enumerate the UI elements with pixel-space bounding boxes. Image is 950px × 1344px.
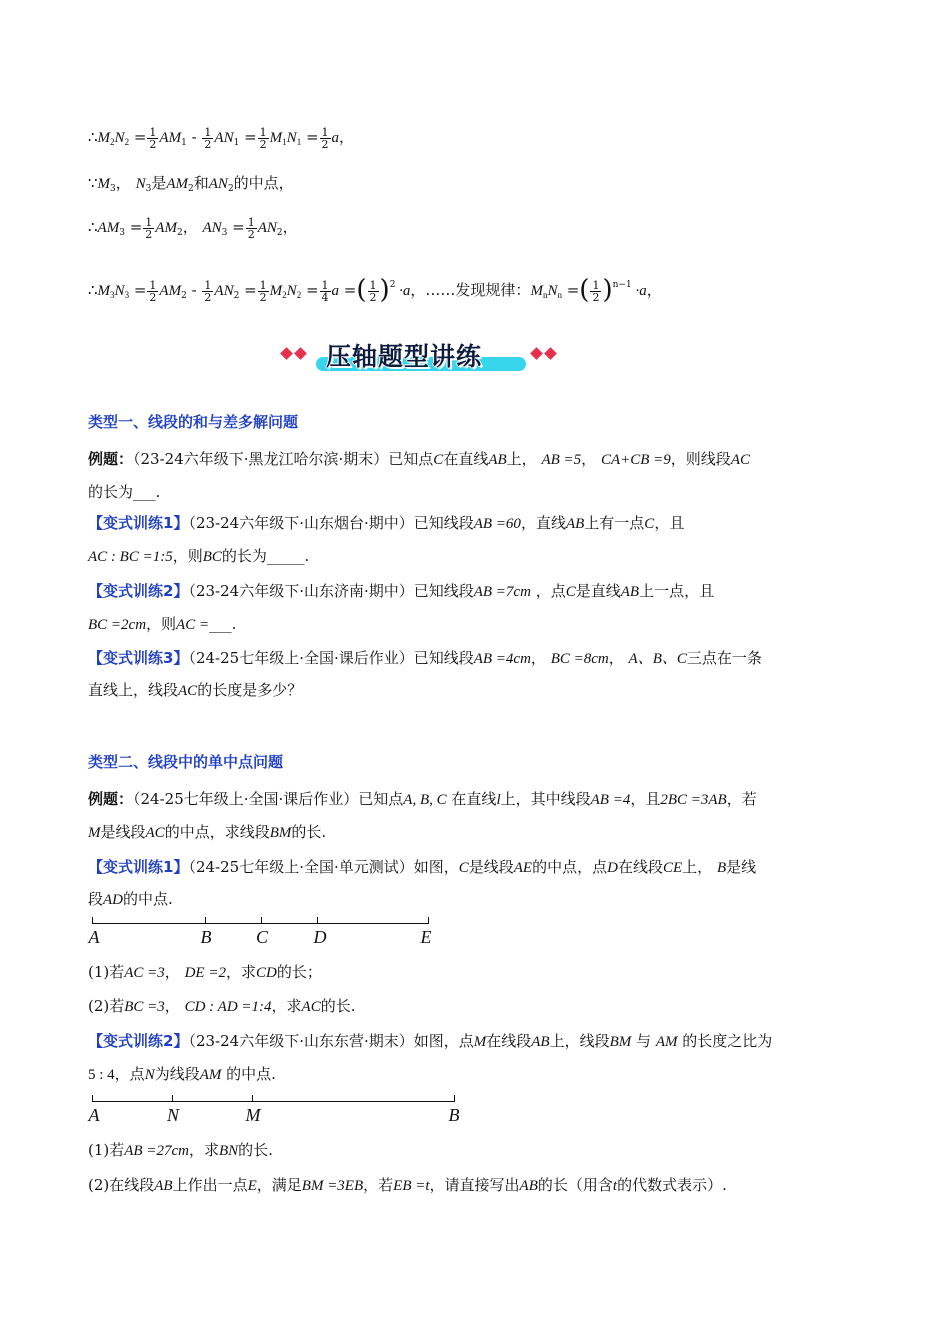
var: N xyxy=(135,176,146,192)
var: D xyxy=(607,860,618,876)
equals: = xyxy=(239,128,257,146)
point-label: N xyxy=(166,1105,180,1125)
text: 的长为___. xyxy=(88,483,161,501)
text: 直线上，线段 xyxy=(88,681,179,699)
fraction xyxy=(368,280,379,303)
point-label: C xyxy=(255,927,269,947)
var: AC xyxy=(730,452,750,468)
var: AB xyxy=(531,1034,550,1050)
equals: = xyxy=(301,128,319,146)
type1-variant1-line2 xyxy=(88,545,309,568)
tick-c xyxy=(261,917,262,924)
segment-figure-2 xyxy=(88,1095,462,1129)
var: BM xyxy=(609,1034,632,1050)
text: 的长度是多少？ xyxy=(197,681,303,699)
var: AN xyxy=(214,283,234,299)
text: （23-24六年级下·山东东营·期末）如图，点 xyxy=(188,1032,474,1050)
subscript: 2 xyxy=(188,184,194,194)
var: M xyxy=(97,283,111,299)
segment-figure-1 xyxy=(88,917,432,951)
text: （23-24六年级下·山东济南·期中）已知线段 xyxy=(188,582,474,600)
equation: AB =5 xyxy=(541,452,582,468)
type2-variant1-q1 xyxy=(88,961,322,984)
equation: EB =t xyxy=(393,1178,430,1194)
comma: ， xyxy=(164,963,180,981)
var: AC xyxy=(145,825,165,841)
comma: ， xyxy=(339,128,355,146)
text: ，若 xyxy=(363,1176,394,1194)
var: AD xyxy=(103,892,124,908)
numerator: 1 xyxy=(204,278,212,292)
text: 上， xyxy=(682,858,713,876)
subscript: 2 xyxy=(181,291,187,301)
type2-variant2-line2 xyxy=(88,1063,276,1086)
text: 上一点，且 xyxy=(639,582,715,600)
point-label: M xyxy=(245,1105,261,1125)
denominator: 2 xyxy=(247,227,255,241)
var: N xyxy=(286,283,297,299)
var: t xyxy=(612,1178,618,1194)
equals: = xyxy=(129,128,147,146)
point-label: D xyxy=(313,927,327,947)
numerator: 1 xyxy=(259,125,267,139)
derivation-line-2 xyxy=(88,172,294,200)
segment-line xyxy=(92,1101,455,1102)
text: ，求 xyxy=(188,1141,219,1159)
equals: = xyxy=(124,218,143,236)
denominator: 2 xyxy=(592,290,600,304)
tick-d xyxy=(317,917,318,924)
text: 是 xyxy=(151,174,167,192)
subscript: 1 xyxy=(282,137,287,147)
var: ·a xyxy=(631,283,647,299)
numerator: 1 xyxy=(259,278,267,292)
subscript: 3 xyxy=(124,290,130,300)
equation: AB =60 xyxy=(473,516,521,532)
type2-variant2-q2 xyxy=(88,1174,727,1197)
text: ___. xyxy=(209,615,237,633)
var: C xyxy=(644,516,655,532)
type2-variant1-line2 xyxy=(88,888,173,911)
type2-example-line1 xyxy=(88,788,757,811)
var: M xyxy=(530,283,543,299)
text: 的代数式表示）. xyxy=(617,1176,727,1194)
tick-b xyxy=(454,1095,455,1102)
text: ，则 xyxy=(146,615,177,633)
var: AB xyxy=(154,1178,173,1194)
right-paren: ) xyxy=(602,275,613,305)
var: AN xyxy=(257,220,277,236)
text: 是线段 xyxy=(100,823,146,841)
text: ，……发现规律： xyxy=(410,281,531,299)
text: 是直线 xyxy=(575,582,621,600)
subscript: 2 xyxy=(296,290,302,300)
tick-n xyxy=(172,1095,173,1102)
type2-variant1-line1 xyxy=(88,856,756,879)
derivation-line-4 xyxy=(88,274,662,307)
text: 上，其中线段 xyxy=(500,790,591,808)
comma: ， xyxy=(530,649,546,667)
text: 上作出一点 xyxy=(172,1176,248,1194)
ratio: 5 : 4 xyxy=(88,1067,115,1083)
var: AM xyxy=(159,283,182,299)
text: (2)在线段 xyxy=(88,1176,155,1194)
exponent: 2 xyxy=(389,280,396,290)
text: ，则线段 xyxy=(670,450,731,468)
text: (1)若 xyxy=(88,1141,125,1159)
comma: ， xyxy=(115,174,131,192)
type2-variant2-line1 xyxy=(88,1030,772,1053)
comma: ， xyxy=(182,218,198,236)
subscript: 2 xyxy=(227,184,234,194)
text: 的中点，点 xyxy=(532,858,608,876)
fraction xyxy=(258,280,269,303)
var: N xyxy=(144,1067,155,1083)
text: 的长. xyxy=(238,1141,273,1159)
subscript: 2 xyxy=(176,228,183,238)
left-paren: ( xyxy=(356,275,367,305)
equation: AB =27cm xyxy=(124,1143,189,1159)
var: AB xyxy=(488,452,507,468)
var: ·a xyxy=(395,283,411,299)
variant-label: 【变式训练1】 xyxy=(88,514,189,532)
text: 的长（用含 xyxy=(537,1176,613,1194)
var: AB xyxy=(565,516,585,532)
example-label: 例题： xyxy=(88,450,134,468)
type2-heading: 类型二、线段中的单中点问题 xyxy=(88,753,284,771)
points: A, B, C xyxy=(403,792,447,808)
equation: AB =4 xyxy=(590,792,631,808)
subscript: 3 xyxy=(110,290,115,300)
numerator: 1 xyxy=(204,125,212,139)
type1-variant2-line2 xyxy=(88,613,236,636)
var: N xyxy=(286,130,297,146)
text: 在线段 xyxy=(486,1032,532,1050)
section-banner xyxy=(276,335,566,379)
variant-label: 【变式训练2】 xyxy=(88,1032,189,1050)
var: BM xyxy=(269,825,292,841)
var: M xyxy=(269,130,283,146)
text: （24-25七年级上·全国·单元测试）如图， xyxy=(188,858,459,876)
point-label: A xyxy=(88,1105,100,1125)
var: a xyxy=(331,283,340,299)
text: 在线段 xyxy=(617,858,663,876)
denominator: 2 xyxy=(369,290,377,304)
denominator: 2 xyxy=(145,227,153,241)
var: AC xyxy=(301,999,321,1015)
text: ，请直接写出 xyxy=(429,1176,520,1194)
type1-example-line1 xyxy=(88,448,750,471)
fraction xyxy=(147,127,158,150)
variant-label: 【变式训练3】 xyxy=(88,649,189,667)
equation: AC =3 xyxy=(124,965,165,981)
equation: 2BC =3AB xyxy=(660,792,727,808)
tick-a xyxy=(92,917,93,924)
type1-variant1-line1 xyxy=(88,512,684,535)
type1-heading: 类型一、线段的和与差多解问题 xyxy=(88,413,299,431)
text: 是线 xyxy=(726,858,757,876)
numerator: 1 xyxy=(145,215,153,229)
type1-variant2-line1 xyxy=(88,580,714,603)
var: B xyxy=(716,860,727,876)
type1-variant3-line2 xyxy=(88,679,302,702)
var: M xyxy=(97,176,111,192)
text: ，满足 xyxy=(256,1176,302,1194)
tick-e xyxy=(428,917,429,924)
text: 在直线 xyxy=(443,450,489,468)
text: 的中点，求线段 xyxy=(164,823,270,841)
equation: CA+CB =9 xyxy=(600,452,671,468)
variant-label: 【变式训练2】 xyxy=(88,582,189,600)
text: （24-25七年级上·全国·课后作业）已知点 xyxy=(133,790,404,808)
diamond-icon xyxy=(544,347,557,360)
var: AE xyxy=(513,860,533,876)
var: M xyxy=(269,283,283,299)
var: AM xyxy=(166,176,189,192)
numerator: 1 xyxy=(321,125,329,139)
subscript: n xyxy=(557,290,562,300)
var: AB xyxy=(519,1178,538,1194)
text: 段 xyxy=(88,890,104,908)
right-paren: ) xyxy=(379,275,390,305)
comma: ， xyxy=(282,218,298,236)
var: l xyxy=(496,792,501,808)
denominator: 2 xyxy=(149,137,157,151)
therefore-symbol: ∴ xyxy=(88,128,98,146)
var: AM xyxy=(155,220,177,236)
comma: ， xyxy=(164,997,180,1015)
denominator: 2 xyxy=(259,137,267,151)
text: ，直线 xyxy=(520,514,566,532)
var: C xyxy=(565,584,576,600)
numerator: 1 xyxy=(149,278,157,292)
text: 的长； xyxy=(276,963,322,981)
fraction xyxy=(147,280,158,303)
equals: = xyxy=(239,281,257,299)
banner-title: 压轴题型讲练 xyxy=(326,342,483,371)
fraction xyxy=(320,127,331,150)
subscript: 2 xyxy=(124,137,130,147)
text: ， xyxy=(608,649,624,667)
exponent: n−1 xyxy=(612,280,632,290)
text: 的中点， xyxy=(233,174,294,192)
var: AM xyxy=(655,1034,678,1050)
var: CE xyxy=(662,860,683,876)
text: 是线段 xyxy=(468,858,514,876)
minus: - xyxy=(186,128,202,146)
equation: BM =3EB xyxy=(301,1178,364,1194)
var: C xyxy=(458,860,469,876)
type2-example-line2 xyxy=(88,821,326,844)
fraction xyxy=(246,217,257,240)
text: 的长为_____. xyxy=(221,547,310,565)
text: ，点 xyxy=(535,582,566,600)
text: 的中点. xyxy=(226,1065,276,1083)
subscript: 1 xyxy=(296,137,302,147)
var: N xyxy=(547,283,558,299)
subscript: 3 xyxy=(110,184,116,194)
numerator: 1 xyxy=(321,278,329,292)
var: AC xyxy=(178,683,198,699)
text: ，若 xyxy=(726,790,757,808)
equation: AB =7cm xyxy=(473,584,531,600)
minus: - xyxy=(186,281,202,299)
fraction xyxy=(590,280,601,303)
var: AN xyxy=(202,220,222,236)
equals: = xyxy=(129,281,147,299)
point-label: E xyxy=(420,927,432,947)
text: 上，线段 xyxy=(549,1032,610,1050)
text: 的长. xyxy=(291,823,327,841)
type2-variant2-q1 xyxy=(88,1139,273,1162)
equals: = xyxy=(227,218,245,236)
equals: = xyxy=(339,281,357,299)
type2-variant1-q2 xyxy=(88,995,356,1018)
point-label: B xyxy=(200,927,212,947)
var: CD xyxy=(255,965,277,981)
derivation-line-3 xyxy=(88,216,298,244)
diamond-icon xyxy=(294,347,307,360)
left-paren: ( xyxy=(579,275,590,305)
text: 的中点. xyxy=(123,890,173,908)
text: ，点 xyxy=(114,1065,145,1083)
var: N xyxy=(114,130,125,146)
subscript: 3 xyxy=(145,184,152,194)
example-label: 例题： xyxy=(88,790,134,808)
derivation-line-1 xyxy=(88,126,354,154)
fraction xyxy=(202,127,213,150)
equation: BC =3 xyxy=(124,999,165,1015)
var: M xyxy=(97,130,111,146)
text: 和 xyxy=(193,174,209,192)
fraction xyxy=(143,217,154,240)
text: (1)若 xyxy=(88,963,125,981)
comma: ， xyxy=(646,281,662,299)
fraction xyxy=(258,127,269,150)
subscript: n xyxy=(542,290,548,300)
var: E xyxy=(247,1178,257,1194)
subscript: 3 xyxy=(119,228,125,238)
var: M xyxy=(88,825,101,841)
diamond-icon xyxy=(530,347,543,360)
var: C xyxy=(433,452,444,468)
denominator: 2 xyxy=(204,137,212,151)
text: 上有一点 xyxy=(584,514,645,532)
denominator: 2 xyxy=(149,290,157,304)
var: AN xyxy=(214,130,234,146)
equation: BC =8cm xyxy=(550,651,609,667)
comma: ， xyxy=(581,450,597,468)
subscript: 3 xyxy=(221,228,228,238)
denominator: 2 xyxy=(321,137,329,151)
type1-variant3-line1 xyxy=(88,647,762,670)
equation: AC : BC =1:5 xyxy=(88,549,173,565)
text: 为线段 xyxy=(154,1065,200,1083)
because-symbol: ∵ xyxy=(88,174,98,192)
text: 的长度之比为 xyxy=(682,1032,773,1050)
var: AB xyxy=(620,584,640,600)
var: a xyxy=(331,130,340,146)
denominator: 2 xyxy=(204,290,212,304)
equation: AC = xyxy=(176,617,210,633)
equation: CD : AD =1:4 xyxy=(184,999,272,1015)
text: ，求 xyxy=(225,963,256,981)
text: ，且 xyxy=(630,790,661,808)
text: 的长. xyxy=(320,997,356,1015)
var: N xyxy=(114,283,125,299)
equation: DE =2 xyxy=(184,965,226,981)
diamond-icon xyxy=(280,347,293,360)
equation: AB =4cm xyxy=(473,651,531,667)
text: 三点在一条 xyxy=(686,649,762,667)
therefore-symbol: ∴ xyxy=(88,281,98,299)
point-label: B xyxy=(448,1105,460,1125)
equals: = xyxy=(301,281,319,299)
var: AM xyxy=(97,220,120,236)
var: AM xyxy=(199,1067,222,1083)
text: (2)若 xyxy=(88,997,125,1015)
subscript: 1 xyxy=(233,138,240,148)
subscript: 1 xyxy=(181,138,187,148)
type1-example-line2 xyxy=(88,481,160,503)
subscript: 2 xyxy=(110,137,115,147)
text: （23-24六年级下·山东烟台·期中）已知线段 xyxy=(188,514,474,532)
text: （24-25七年级上·全国·课后作业）已知线段 xyxy=(188,649,474,667)
tick-b xyxy=(205,917,206,924)
therefore-symbol: ∴ xyxy=(88,218,98,236)
variant-label: 【变式训练1】 xyxy=(88,858,189,876)
point-label: A xyxy=(88,927,100,947)
points: A、B、C xyxy=(628,651,687,667)
subscript: 2 xyxy=(233,291,240,301)
numerator: 1 xyxy=(592,278,600,292)
subscript: 2 xyxy=(282,290,287,300)
tick-m xyxy=(252,1095,253,1102)
subscript: 2 xyxy=(276,228,283,238)
var: BN xyxy=(218,1143,239,1159)
text: 在直线 xyxy=(451,790,497,808)
text: ，则 xyxy=(172,547,203,565)
numerator: 1 xyxy=(247,215,255,229)
var: AM xyxy=(159,130,182,146)
text: （23-24六年级下·黑龙江哈尔滨·期末）已知点 xyxy=(133,450,434,468)
text: 与 xyxy=(636,1032,652,1050)
tick-a xyxy=(92,1095,93,1102)
text: ，求 xyxy=(271,997,302,1015)
denominator: 4 xyxy=(321,290,329,304)
numerator: 1 xyxy=(369,278,377,292)
var: M xyxy=(473,1034,487,1050)
numerator: 1 xyxy=(149,125,157,139)
var: AN xyxy=(208,176,228,192)
fraction xyxy=(202,280,213,303)
denominator: 2 xyxy=(259,290,267,304)
text: ，且 xyxy=(654,514,685,532)
equation: BC =2cm xyxy=(88,617,147,633)
text: 上， xyxy=(506,450,537,468)
fraction xyxy=(320,280,331,303)
equals: = xyxy=(561,281,580,299)
var: BC xyxy=(202,549,222,565)
